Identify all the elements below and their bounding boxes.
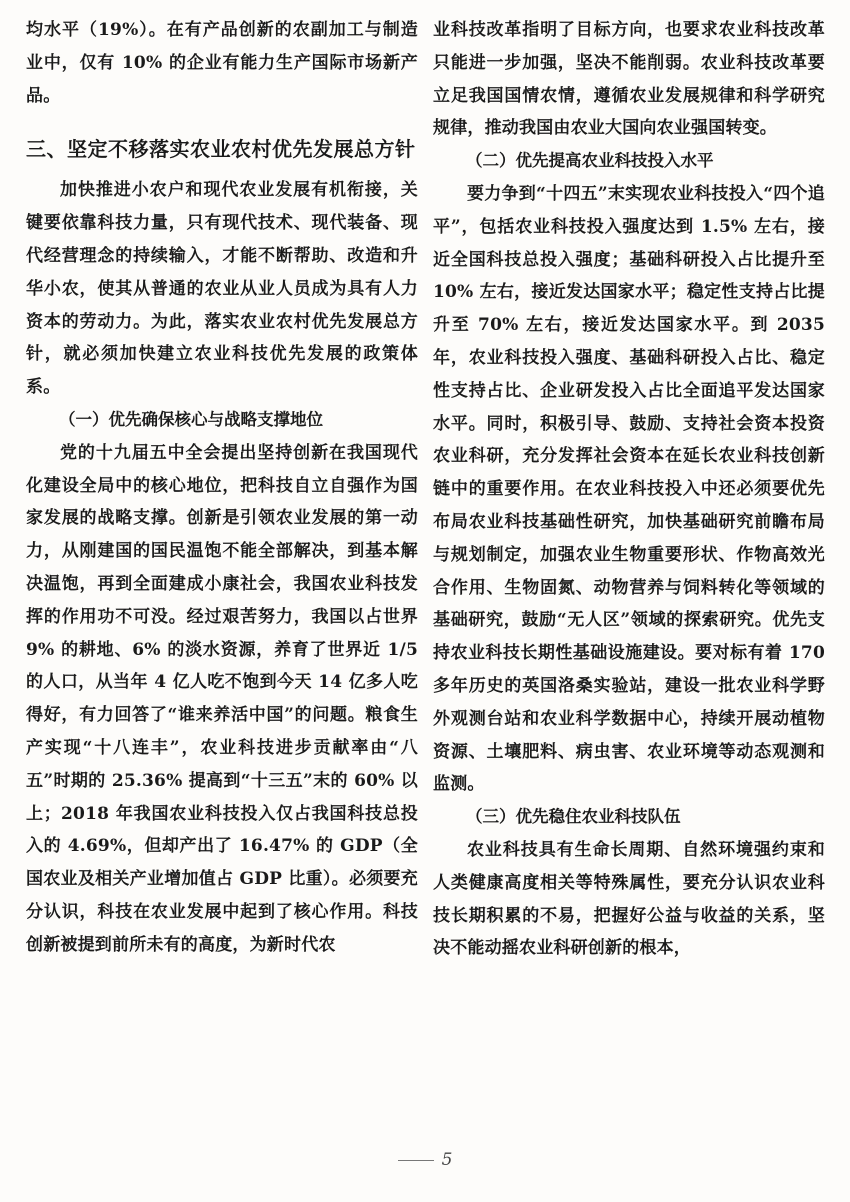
paragraph-intro: 加快推进小农户和现代农业发展有机衔接，关键要依靠科技力量，只有现代技术、现代装备、现代经营理念的持续输入，才能不断帮助、改造和升华小农，使其从普通的农业从业人员成为具有人力资本的劳动力。为此，落实农业农村优先发展总方针，就必须加快建立农业科技优先发展的政策体系。: [26, 180, 418, 398]
subsection-1-heading: （一）优先确保核心与战略支撑地位: [59, 409, 323, 429]
paragraph-team: 农业科技具有生命长周期、自然环境强约束和人类健康高度相关等特殊属性，要充分认识农业科技长期积累的不易，把握好公益与收益的关系，坚决不能动摇农业科研创新的根本，: [433, 839, 825, 959]
footer-dash: [398, 1160, 434, 1161]
paragraph-continuation-right: 业科技改革指明了目标方向，也要求农业科技改革只能进一步加强，坚决不能削弱。农业科技改革要立足我国国情农情，遵循农业发展规律和科学研究规律，推动我国由农业大国向农业强国转变。: [433, 20, 825, 139]
page-footer: [0, 1150, 850, 1170]
paragraph-investment: 要力争到“十四五”末实现农业科技投入“四个追平”，包括农业科技投入强度达到 1.5% 左右，接近全国科技总投入强度；基础科研投入占比提升至 10% 左右，接近发达国家水平；稳定性支持占比提升至 70% 左右，接近发达国家水平。到 2035 年，农业科技投入强度、基础科研投入占比、稳定性支持占比、企业研发投入占比全面追平发达国家水平。同时，积极引导、鼓励、支持社会资本投资农业科研，充分发挥社会资本在延长农业科技创新链中的重要作用。在农业科技投入中还必须要优先布局农业科技基础性研究，加快基础研究前瞻布局与规划制定，加强农业生物重要形状、作物高效光合作用、生物固氮、动物营养与饲料转化等领域的基础研究，鼓励“无人区”领域的探索研究。优先支持农业科技长期性基础设施建设。要对标有着 170 多年历史的英国洛桑实验站，建设一批农业科学野外观测台站和农业科学数据中心，持续开展动植物资源、土壤肥料、病虫害、农业环境等动态观测和监测。: [433, 183, 825, 795]
subsection-3-heading: （三）优先稳住农业科技队伍: [466, 807, 681, 827]
page-number: 5: [441, 1150, 453, 1170]
section-3-heading: 三、坚定不移落实农业农村优先发展总方针: [26, 137, 416, 162]
paragraph-core-status: 党的十九届五中全会提出坚持创新在我国现代化建设全局中的核心地位，把科技自立自强作为国家发展的战略支撑。创新是引领农业发展的第一动力，从刚建国的国民温饱不能全部解决，到基本解决温饱，再到全面建成小康社会，我国农业科技发挥的作用功不可没。经过艰苦努力，我国以占世界 9% 的耕地、6% 的淡水资源，养育了世界近 1/5 的人口，从当年 4 亿人吃不饱到今天 14 亿多人吃得好，有力回答了“谁来养活中国”的问题。粮食生产实现“十八连丰”，农业科技进步贡献率由“八五”时期的 25.36% 提高到“十三五”末的 60% 以上；2018 年我国农业科技投入仅占我国科技总投入的 4.69%，但却产出了 16.47% 的 GDP（全国农业及相关产业增加值占 GDP 比重）。必须要充分认识，科技在农业发展中起到了核心作用。科技创新被提到前所未有的高度，为新时代农: [26, 442, 418, 955]
right-column: [433, 14, 825, 965]
paragraph-continuation: 均水平（19%）。在有产品创新的农副加工与制造业中，仅有 10% 的企业有能力生产国际市场新产品。: [26, 20, 418, 106]
left-column: [26, 14, 418, 962]
subsection-2-heading: （二）优先提高农业科技投入水平: [466, 151, 714, 171]
